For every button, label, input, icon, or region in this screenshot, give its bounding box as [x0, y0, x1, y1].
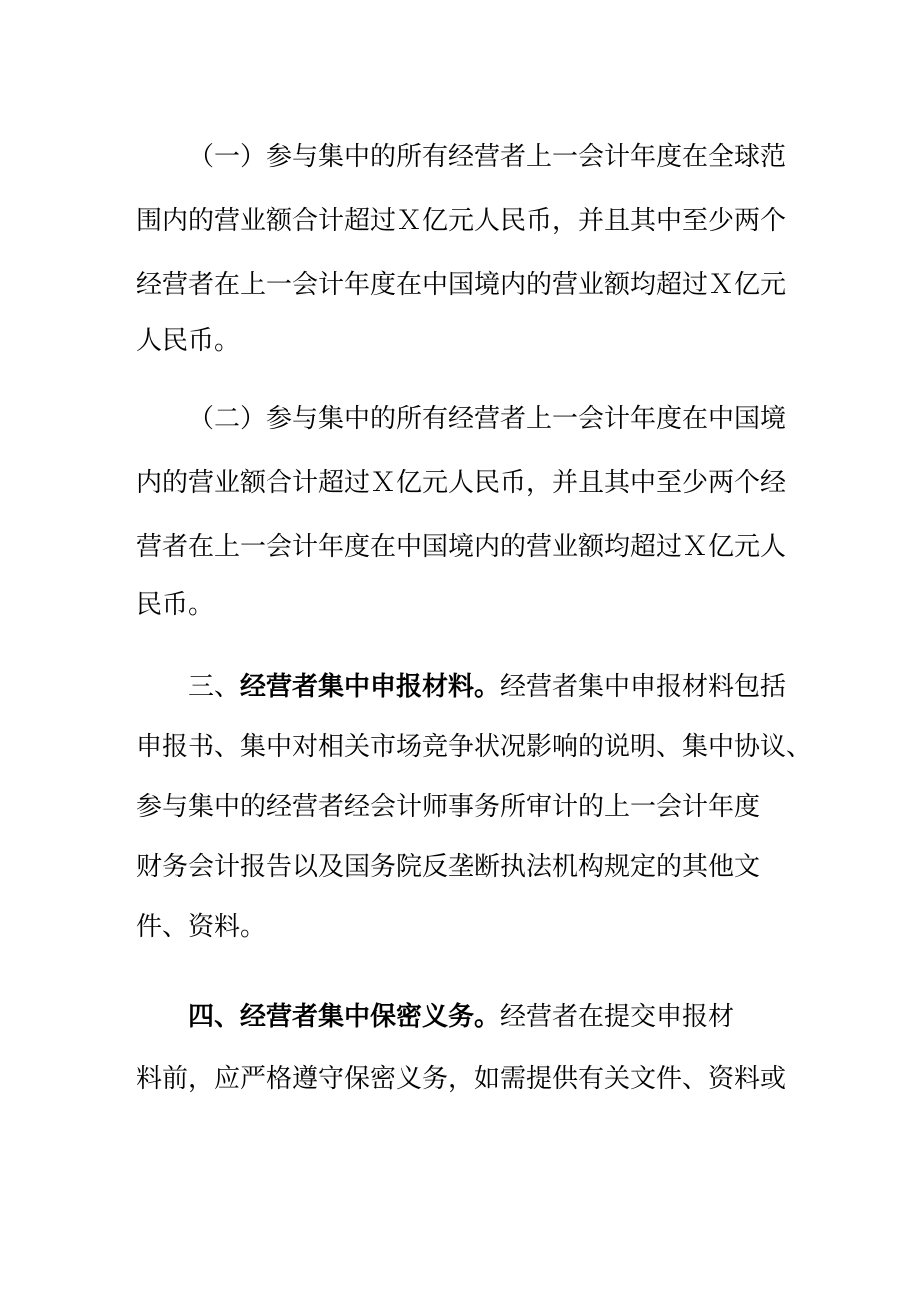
- paragraph-3-line-2: 申报书、集中对相关市场竞争状况影响的说明、集中协议、: [136, 732, 813, 762]
- paragraph-1-line-1: （一）参与集中的所有经营者上一会计年度在全球范: [188, 142, 787, 172]
- paragraph-2-line-4: 民币。: [136, 590, 215, 620]
- section-heading: 经营者集中申报材料。: [240, 672, 501, 702]
- paragraph-3-line-3: 参与集中的经营者经会计师事务所审计的上一会计年度: [136, 792, 761, 822]
- paragraph-3-line-1: [188, 667, 786, 707]
- paragraph-3-line-5: 件、资料。: [136, 912, 267, 942]
- paragraph-1-line-4: 人民币。: [136, 326, 241, 356]
- paragraph-3-line-4: 财务会计报告以及国务院反垄断执法机构规定的其他文: [136, 852, 761, 882]
- paragraph-1-line-2: 围内的营业额合计超过Ｘ亿元人民币，并且其中至少两个: [136, 206, 787, 236]
- paragraph-1-line-3: 经营者在上一会计年度在中国境内的营业额均超过Ｘ亿元: [136, 270, 787, 300]
- paragraph-2: [136, 399, 796, 620]
- paragraph-2-line-1: （二）参与集中的所有经营者上一会计年度在中国境: [188, 404, 787, 434]
- paragraph-4: [136, 997, 796, 1107]
- section-lead-text: 经营者集中申报材料包括: [500, 672, 787, 702]
- paragraph-4-line-2: 料前，应严格遵守保密义务，如需提供有关文件、资料或: [136, 1064, 787, 1094]
- paragraph-2-line-3: 营者在上一会计年度在中国境内的营业额均超过Ｘ亿元人: [136, 532, 787, 562]
- paragraph-1: [136, 137, 796, 356]
- section-number: 三、: [188, 672, 241, 702]
- paragraph-2-line-2: 内的营业额合计超过Ｘ亿元人民币，并且其中至少两个经: [136, 468, 787, 498]
- paragraph-4-line-1: [188, 997, 734, 1037]
- section-heading: 四、经营者集中保密义务。: [188, 1002, 501, 1032]
- paragraph-3: [136, 667, 813, 957]
- section-lead-text: 经营者在提交申报材: [500, 1002, 735, 1032]
